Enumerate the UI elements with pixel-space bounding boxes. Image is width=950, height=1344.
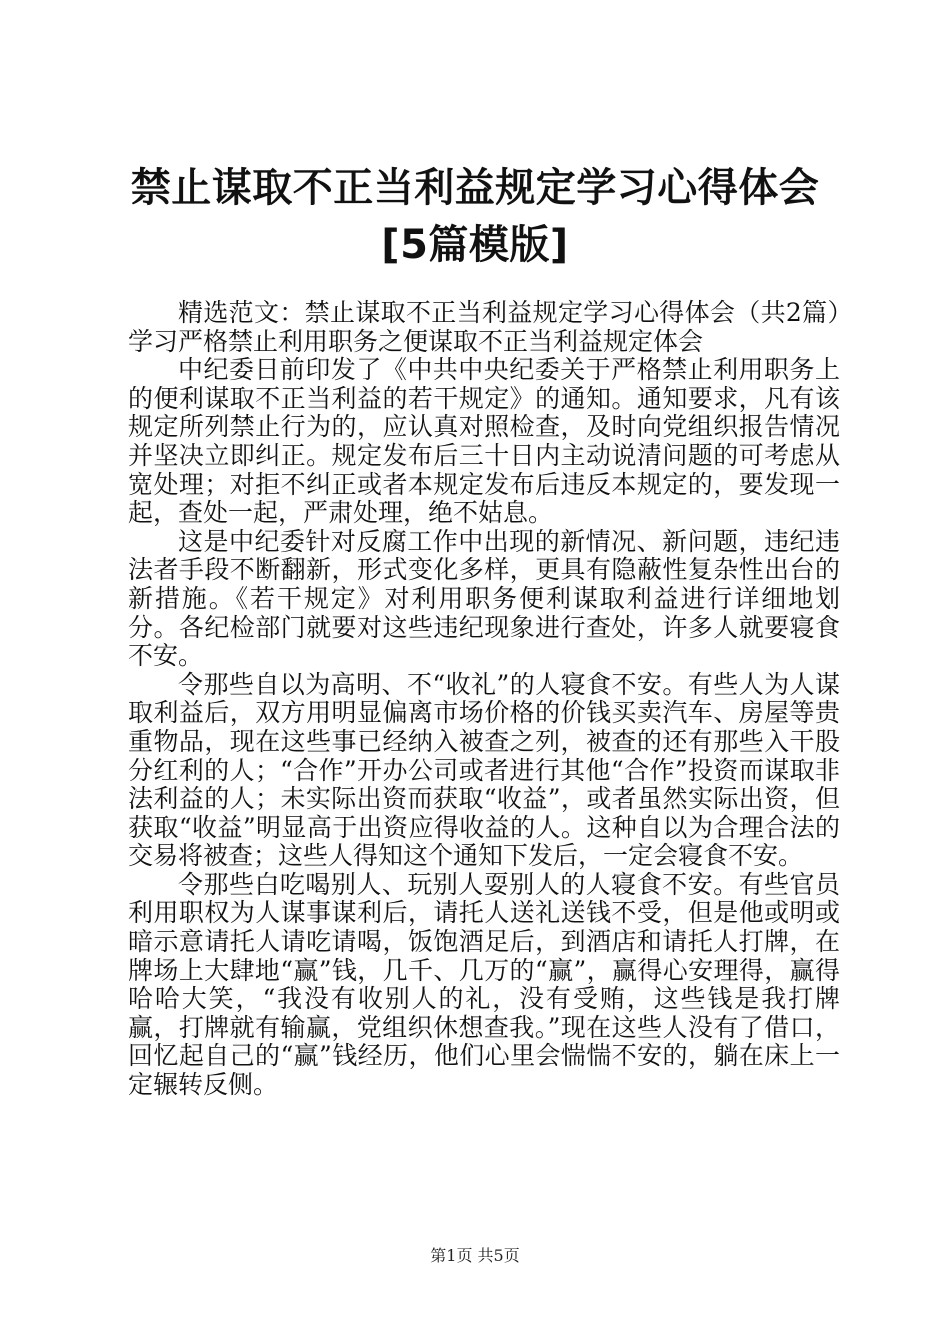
paragraph-notice: 中纪委日前印发了《中共中央纪委关于严格禁止利用职务上的便利谋取不正当利益的若干规定》的通知。通知要求，凡有该规定所列禁止行为的，应认真对照检查，及时向党组织报告情况并坚决立即纠正。规定发布后三十日内主动说清问题的可考虑从宽处理；对拒不纠正或者本规定发布后违反本规定的，要发现一起，查处一起，严肃处理，绝不姑息。: [128, 355, 840, 528]
document-body: [128, 299, 840, 1100]
paragraph-freeloading-officials: 令那些白吃喝别人、玩别人耍别人的人寝食不安。有些官员利用职权为人谋事谋利后，请托人送礼送钱不受，但是他或明或暗示意请托人请吃请喝，饭饱酒足后，到酒店和请托人打牌，在牌场上大肆地“赢”钱，几千、几万的“赢”，赢得心安理得，赢得哈哈大笑，“我没有收别人的礼，没有受贿，这些钱是我打牌赢，打牌就有输赢，党组织休想查我。”现在这些人没有了借口，回忆起自己的“赢”钱经历，他们心里会惴惴不安的，躺在床上一定辗转反侧。: [128, 869, 840, 1100]
document-title: 禁止谋取不正当利益规定学习心得体会[5篇模版]: [130, 165, 820, 268]
paragraph-new-measures: 这是中纪委针对反腐工作中出现的新情况、新问题，违纪违法者手段不断翻新，形式变化多样，更具有隐蔽性复杂性出台的新措施。《若干规定》对利用职务便利谋取利益进行详细地划分。各纪检部门就要对这些违纪现象进行查处，许多人就要寝食不安。: [128, 526, 840, 671]
paragraph-intro: 精选范文：禁止谋取不正当利益规定学习心得体会（共2篇）学习严格禁止利用职务之便谋取不正当利益规定体会: [128, 298, 840, 356]
paragraph-no-gift-officials: 令那些自以为高明、不“收礼”的人寝食不安。有些人为人谋取利益后，双方用明显偏离市场价格的价钱买卖汽车、房屋等贵重物品，现在这些事已经纳入被查之列，被查的还有那些入干股分红利的人；“合作”开办公司或者进行其他“合作”投资而谋取非法利益的人；未实际出资而获取“收益”，或者虽然实际出资，但获取“收益”明显高于出资应得收益的人。这种自以为合理合法的交易将被查；这些人得知这个通知下发后，一定会寝食不安。: [128, 669, 840, 871]
page-number-footer: 第1页 共5页: [430, 1246, 520, 1265]
